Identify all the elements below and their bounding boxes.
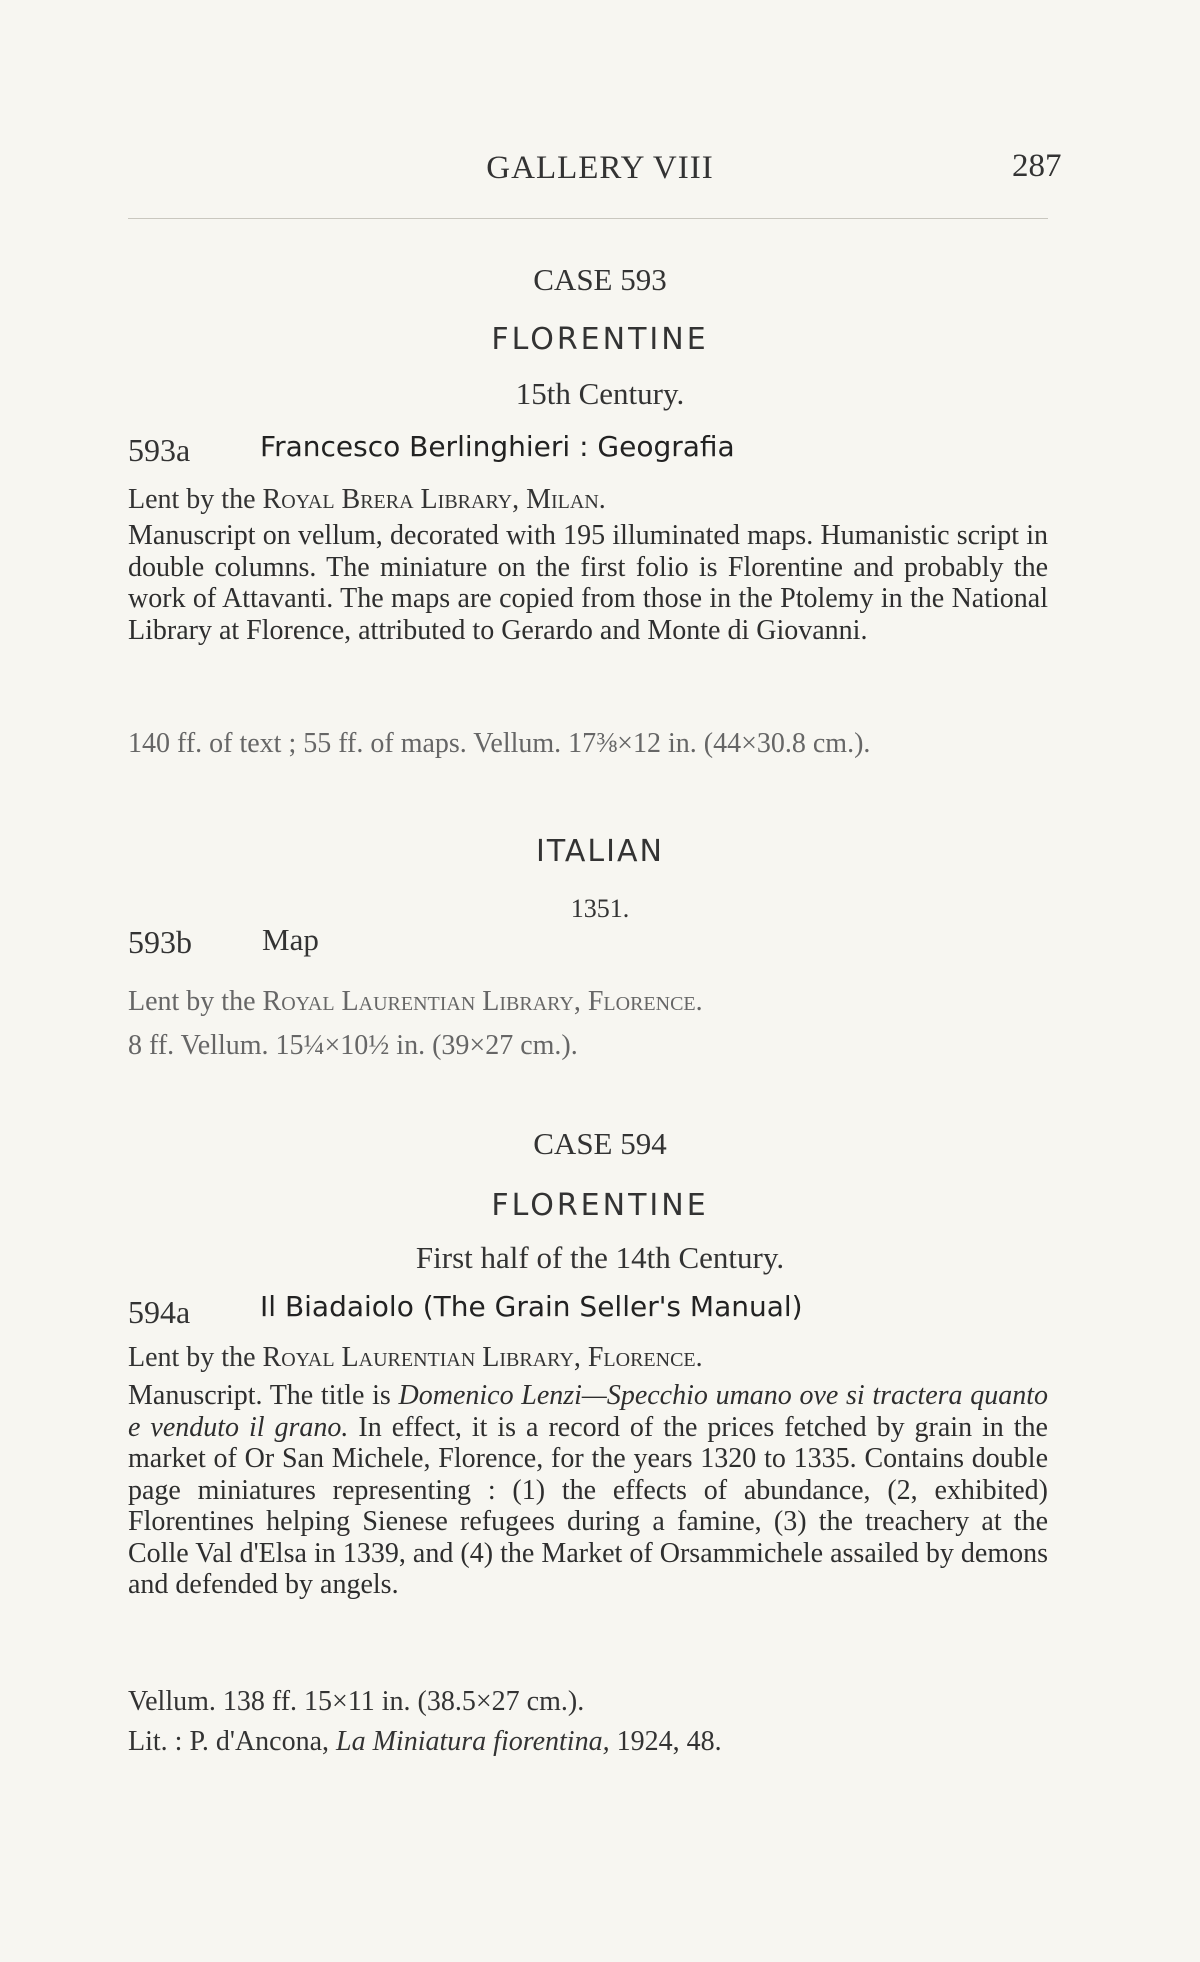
entry-number-593a: 593a	[128, 432, 191, 468]
entry-title-594a: Il Biadaiolo (The Grain Seller's Manual)	[260, 1290, 803, 1323]
entry-number-593b: 593b	[128, 924, 192, 960]
case-594-heading: CASE 594	[533, 1126, 667, 1161]
lender-593a	[128, 484, 1048, 516]
description-body: In effect, it is a record of the prices fetched by grain in the market of Or San Michele, Florence, for the years 1320 to 1335. Contains double page miniatures representing : (1) the effects of abundance, (2, exhibited) Florentines helping Sienese refugees during a famine, (3) the treachery at the Colle Val d'Elsa in 1339, and (4) the Market of Orsammichele assailed by demons and defended by angels.	[128, 1411, 1048, 1600]
physical-593a: 140 ff. of text ; 55 ff. of maps. Vellum. 17⅜×12 in. (44×30.8 cm.).	[128, 728, 871, 759]
italian-heading: ITALIAN	[536, 834, 664, 869]
description-italic-title: Domenico Lenzi—Specchio umano ove si tractera quanto e venduto il grano.	[128, 1380, 1049, 1443]
header-rule	[128, 218, 1048, 219]
literature-title: La Miniatura fiorentina,	[336, 1726, 610, 1757]
literature-594a	[128, 1726, 1048, 1758]
lender-institution: Royal Brera Library, Milan.	[262, 484, 606, 515]
physical-594a: Vellum. 138 ff. 15×11 in. (38.5×27 cm.).	[128, 1686, 585, 1717]
running-header: GALLERY VIII	[486, 150, 714, 186]
entry-title-593b: Map	[262, 922, 319, 957]
description-intro: Manuscript. The title is	[128, 1380, 391, 1411]
description-594a	[128, 1380, 1048, 1601]
century-line: 15th Century.	[515, 376, 685, 411]
lender-institution: Royal Laurentian Library, Florence.	[262, 986, 703, 1017]
lender-prefix: Lent by the	[128, 484, 256, 515]
entry-title-593a: Francesco Berlinghieri : Geografia	[260, 430, 735, 463]
lender-prefix: Lent by the	[128, 1342, 256, 1373]
lender-prefix: Lent by the	[128, 986, 256, 1017]
description-593a: Manuscript on vellum, decorated with 195 illuminated maps. Humanistic script in double columns. The miniature on the first folio is Florentine and probably the work of Attavanti. The maps are copied from those in the Ptolemy in the National Library at Florence, attributed to Gerardo and Monte di Giovanni.	[128, 520, 1048, 646]
page-number: 287	[1012, 148, 1062, 184]
lender-institution: Royal Laurentian Library, Florence.	[262, 1342, 703, 1373]
lender-594a	[128, 1342, 1048, 1374]
century-line-594: First half of the 14th Century.	[415, 1240, 785, 1275]
lender-593b	[128, 986, 1048, 1018]
florentine-heading: FLORENTINE	[491, 322, 709, 357]
entry-number-594a: 594a	[128, 1294, 191, 1330]
florentine-heading-594: FLORENTINE	[491, 1188, 709, 1223]
date-1351: 1351.	[570, 894, 630, 923]
literature-ref: 1924, 48.	[616, 1726, 722, 1757]
literature-prefix: Lit. : P. d'Ancona,	[128, 1726, 330, 1757]
physical-593b: 8 ff. Vellum. 15¼×10½ in. (39×27 cm.).	[128, 1030, 578, 1061]
case-593-heading: CASE 593	[533, 262, 667, 297]
